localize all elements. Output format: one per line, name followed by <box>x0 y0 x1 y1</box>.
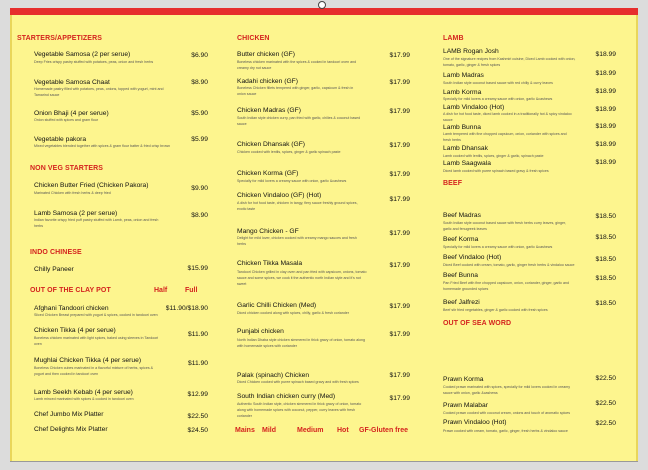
item-name: Afghani Tandoori chicken <box>34 305 109 312</box>
item-price: $17.99 <box>389 108 410 115</box>
section-title-beef: BEEF <box>443 180 463 187</box>
item-name: Chicken Tikka Masala <box>237 260 303 267</box>
item-name: Prawn Vindaloo (Hot) <box>443 419 507 426</box>
item-desc: Boneless Chicken cubes marinated in a flavorful mixture of herbs, spices & yogurt and then cooked in tandoori oven <box>34 366 154 376</box>
item-desc: Delight for mild lover, chicken cooked with creamy mango sauces and fresh herbs <box>237 236 357 246</box>
item-price: $22.50 <box>187 413 208 420</box>
item-desc: Boneless chicken marinated with the spices & cooked in tandoori oven and creamy dry nut sauce <box>237 60 357 70</box>
item-desc: Lamb cooked with lentils, spices, ginger & garlic, spinach paste <box>443 154 544 158</box>
item-price: $11.90 <box>188 360 208 367</box>
item-price: $17.99 <box>389 171 410 178</box>
section-title-chicken: CHICKEN <box>237 35 270 42</box>
item-name: Prawn Korma <box>443 376 484 383</box>
right-edge <box>636 15 638 461</box>
item-desc: Boneless chicken marinated with light spices, baked using sleeves in Tandoori oven <box>34 336 159 346</box>
item-price: $8.90 <box>191 79 208 86</box>
left-edge <box>10 15 12 461</box>
item-name: Beef Bunna <box>443 272 478 279</box>
section-title-starters: STARTERS/APPETIZERS <box>17 35 103 42</box>
item-price: $17.99 <box>389 230 410 237</box>
item-name: South Indian chicken curry (Med) <box>237 393 336 400</box>
item-price: $18.99 <box>595 70 616 77</box>
item-price: $18.99 <box>595 51 616 58</box>
item-desc: A dish for hot food taste, diced lamb cooked in a traditionally hot & spicy vindaloo sauce <box>443 112 572 122</box>
item-name: Lamb Seekh Kebab (4 per serue) <box>34 389 133 396</box>
item-price: $17.99 <box>389 52 410 59</box>
item-price: $22.50 <box>595 420 616 427</box>
legend-hot: Hot <box>337 427 349 434</box>
top-red-bar <box>10 8 638 15</box>
item-price: $18.50 <box>595 300 616 307</box>
item-name: Beef Jalfrezi <box>443 299 480 306</box>
item-price: $18.99 <box>595 106 616 113</box>
item-price: $18.99 <box>595 141 616 148</box>
item-price: $24.50 <box>187 427 208 434</box>
item-price: $18.50 <box>595 213 616 220</box>
item-price: $17.99 <box>389 303 410 310</box>
section-title-lamb: LAMB <box>443 35 464 42</box>
item-desc: Pan Fried Beef with fine chopped capsicum, onion, coriander, ginger, garlic and homemade grounded spices <box>443 281 570 291</box>
item-price: $18.50 <box>595 256 616 263</box>
item-desc: South Indian style coconut based sauce with fresh herbs curry leaves, ginger, garlic and fenugreek leaves <box>443 221 567 231</box>
section-title-nonveg: NON VEG STARTERS <box>30 165 104 172</box>
item-price: $17.99 <box>389 331 410 338</box>
item-name: Chef Delights Mix Platter <box>34 426 108 433</box>
item-price: $22.50 <box>595 375 616 382</box>
legend-mains: Mains <box>235 427 255 434</box>
item-price: $6.90 <box>191 52 208 59</box>
item-desc: Mixed vegetables blended together with spices & gram flour batter & fried crisp brown <box>34 144 171 148</box>
item-name: Chicken Butter Fried (Chicken Pakora) <box>34 182 149 189</box>
item-price: $15.99 <box>187 265 208 272</box>
item-desc: Diced Beef cooked with cream, tomato, garlic, ginger fresh herbs & vindaloo sauce <box>443 263 575 267</box>
bottom-line <box>10 461 638 462</box>
item-desc: Prawn cooked with cream, tomato, garlic, ginger, fresh herbs & vindaloo sauce <box>443 429 568 433</box>
item-price: $17.99 <box>389 79 410 86</box>
item-desc: Onion stuffed with spices and gram flour <box>34 118 99 122</box>
item-name: LAMB Rogan Josh <box>443 48 499 55</box>
item-name: Onion Bhaji (4 per serue) <box>34 110 109 117</box>
item-name: Beef Madras <box>443 212 481 219</box>
item-desc: Lamb tempered with fine chopped capsicum, onion, coriander with spices and fresh herbs <box>443 132 567 142</box>
item-name: Chilly Paneer <box>34 266 74 273</box>
item-name: Lamb Vindaloo (Hot) <box>443 104 505 111</box>
item-price: $17.99 <box>389 262 410 269</box>
item-price: $5.99 <box>191 136 208 143</box>
item-desc: Boneless Chicken fillets tempered with ginger, garlic, capsicum & fresh in onion sauce <box>237 86 354 96</box>
item-desc: Specially for mild lovers a creamy sauce with onion, garlic &cashews <box>443 245 553 249</box>
item-name: Lamb Saagwala <box>443 160 491 167</box>
item-desc: Beef stir fried vegetables, ginger & garlic cooked with fresh spices <box>443 308 548 312</box>
item-price: $11.90/$18.90 <box>165 305 208 312</box>
section-title-indo-chinese: INDO CHINESE <box>30 249 82 256</box>
item-desc: A dish for hot food taste, chicken in tangy, fiery sauce freshly ground spices, exotic taste <box>237 201 358 211</box>
item-price: $17.99 <box>389 395 410 402</box>
page-marker-icon <box>318 1 326 9</box>
item-desc: One of the signature recipes from Kashmiri cuisine, Diced Lamb cooked with onion, tomato, garlic, ginger & fresh spices <box>443 57 576 67</box>
item-name: Chicken Korma (GF) <box>237 170 299 177</box>
item-desc: Marinated Chicken with fresh herbs & deep fried <box>34 191 111 195</box>
item-name: Punjabi chicken <box>237 328 284 335</box>
item-price: $18.50 <box>595 234 616 241</box>
item-desc: Deep Fries crispy pastry stuffed with potatoes, peas, onion and fresh herbs <box>34 60 154 64</box>
item-price: $18.50 <box>595 275 616 282</box>
item-name: Chef Jumbo Mix Platter <box>34 411 104 418</box>
item-desc: Cooked prawn marinated with spices, specially for mild lovers cooked in creamy sauce with onion, garlic &cashews <box>443 385 571 395</box>
item-desc: Indian favorite crispy fried puff pastry stuffed with Lamb, peas, onion and fresh herbs <box>34 218 159 228</box>
item-name: Beef Korma <box>443 236 479 243</box>
item-price: $8.90 <box>191 212 208 219</box>
item-price: $18.99 <box>595 88 616 95</box>
item-desc: Homemade pastry filled with potatoes, peas, onions, topped with yogurt, mint and Tamarind sauce <box>34 87 164 97</box>
item-desc: South Indian style coconut based sauce with red chilly & curry leaves <box>443 81 553 85</box>
item-price: $18.99 <box>595 123 616 130</box>
section-title-seafood: OUT OF SEA WORD <box>443 320 512 327</box>
item-name: Vegetable Samosa (2 per serue) <box>34 51 131 58</box>
item-name: Chicken Vindaloo (GF) (Hot) <box>237 192 322 199</box>
item-price: $9.90 <box>191 185 208 192</box>
item-name: Vegetable Samosa Chaat <box>34 79 110 86</box>
item-name: Palak (spinach) Chicken <box>237 372 310 379</box>
item-name: Lamb Korma <box>443 89 482 96</box>
item-price: $22.50 <box>595 400 616 407</box>
item-desc: Specially for mild lovers a creamy sauce with onion, garlic &cashews <box>237 179 347 183</box>
item-desc: South Indian style chicken curry, pan fried with garlic, chilies & coconut based sauce <box>237 116 361 126</box>
item-desc: Diced chicken cooked along with spices, chilly, garlic & fresh coriander <box>237 311 349 315</box>
legend-mild: Mild <box>262 427 276 434</box>
item-name: Lamb Madras <box>443 72 484 79</box>
item-name: Lamb Dhansak <box>443 145 488 152</box>
item-price: $17.99 <box>389 142 410 149</box>
item-desc: Cooked prawn cooked with coconut cream, onions and touch of aromatic spices <box>443 411 571 415</box>
half-header: Half <box>154 287 168 294</box>
item-desc: Specially for mild lovers a creamy sauce with onion, garlic &cashews <box>443 97 553 101</box>
item-name: Chicken Dhansak (GF) <box>237 141 306 148</box>
item-name: Lamb Samosa (2 per serue) <box>34 210 118 217</box>
item-price: $12.99 <box>187 391 208 398</box>
item-desc: Chicken cooked with lentils, spices, ginger & garlic spinach paste <box>237 150 341 154</box>
item-price: $18.99 <box>595 159 616 166</box>
item-name: Mango Chicken - GF <box>237 228 299 235</box>
item-name: Garlic Chilli Chicken (Med) <box>237 302 317 309</box>
item-desc: Tandoori Chicken grilled in clay oven and pan fried with capsicum, onions, tomato sauce and some spices, we cook it the authentic north Indian style and it's not sweet <box>237 270 367 286</box>
item-name: Prawn Malabar <box>443 402 488 409</box>
item-name: Vegetable pakora <box>34 136 87 143</box>
item-desc: Diced Chicken cooked with puree spinach based gravy and with fresh spices <box>237 380 359 384</box>
item-desc: North Indian Dhaba style chicken simmered in thick gravy of onion, tomato along with homemade spices with coriander <box>237 338 366 348</box>
item-name: Mughlai Chicken Tikka (4 per serue) <box>34 357 142 364</box>
item-name: Chicken Tikka (4 per serue) <box>34 327 116 334</box>
item-desc: Sliced Chicken Breast prepared with yogurt & spices, cooked in tandoori oven <box>34 313 158 317</box>
item-price: $5.90 <box>191 110 208 117</box>
item-name: Kadahi chicken (GF) <box>237 78 298 85</box>
item-desc: Diced lamb cooked with puree spinach based gravy & fresh spices <box>443 169 549 173</box>
item-name: Chicken Madras (GF) <box>237 107 301 114</box>
item-desc: Authentic South Indian style, chicken simmered in thick gravy of onion, tomato along with homemade spices with coconut, pepper, curry leaves with fresh coriander <box>237 402 362 418</box>
item-name: Beef Vindaloo (Hot) <box>443 254 502 261</box>
item-price: $17.99 <box>389 196 410 203</box>
legend-medium: Medium <box>297 427 324 434</box>
item-price: $11.90 <box>188 331 208 338</box>
item-name: Butter chicken (GF) <box>237 51 295 58</box>
item-desc: Lamb minced marinated with spices & cooked in tandoori oven <box>34 397 134 401</box>
full-header: Full <box>185 287 198 294</box>
legend-gluten-free: GF-Gluten free <box>359 427 409 434</box>
item-price: $17.99 <box>389 372 410 379</box>
section-title-clay-pot: OUT OF THE CLAY POT <box>30 287 111 294</box>
item-name: Lamb Bunna <box>443 124 481 131</box>
